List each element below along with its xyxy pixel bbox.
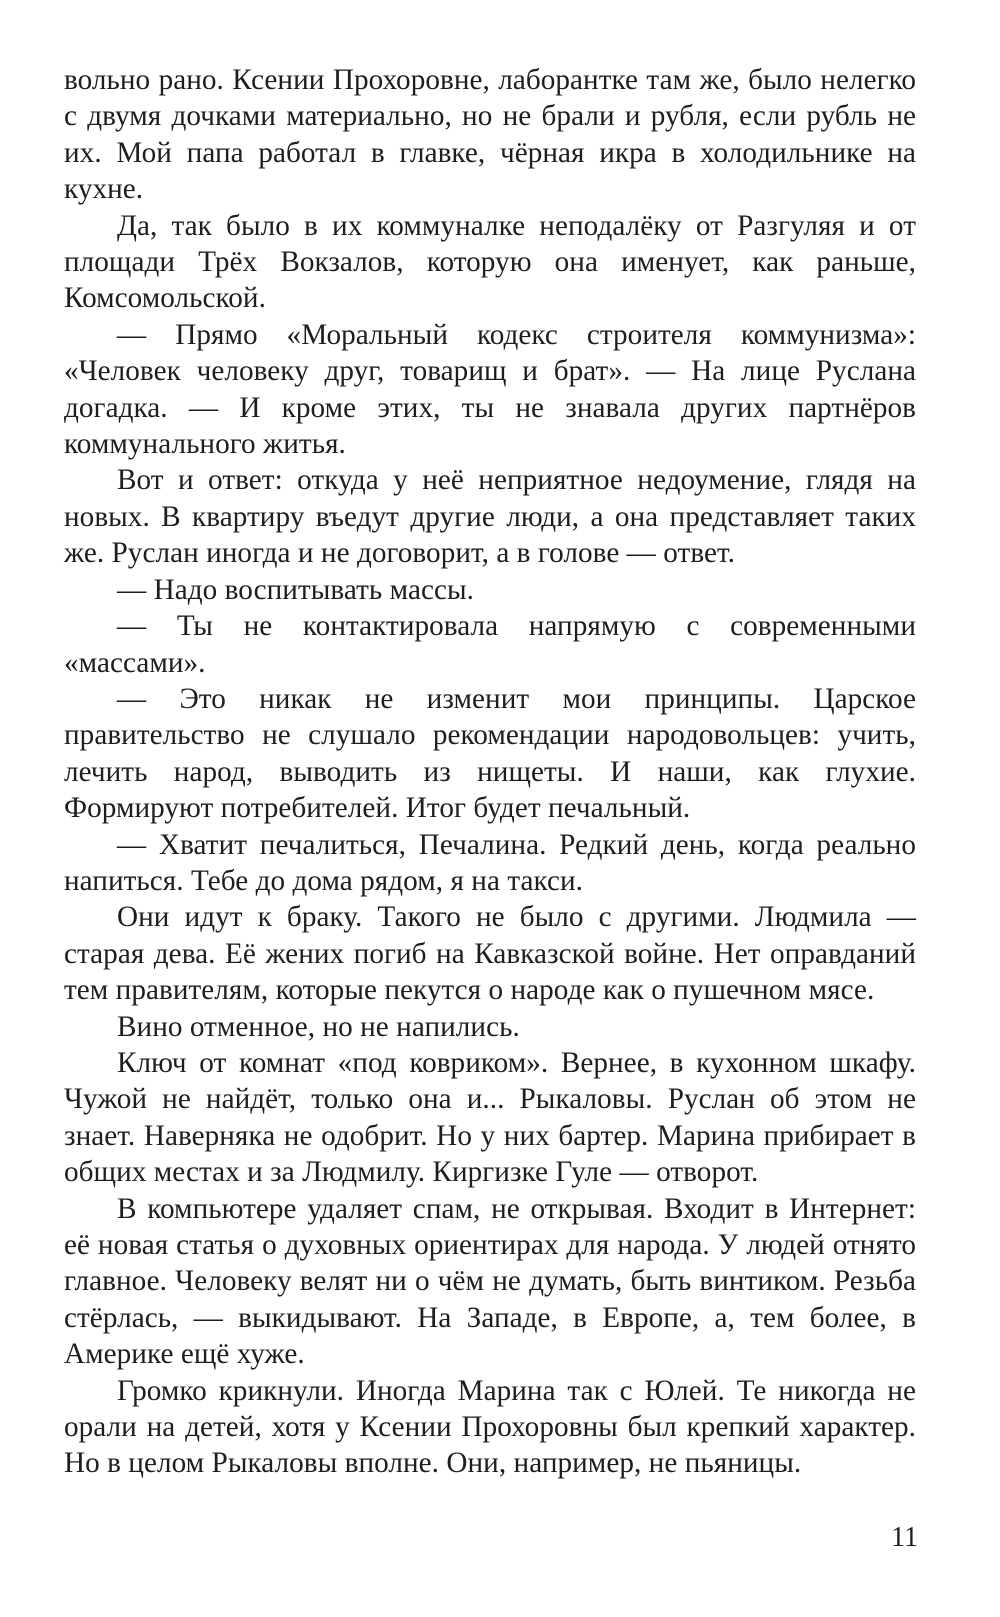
paragraph-2: Да, так было в их коммуналке неподалёку от Разгуляя и от площади Трёх Вокзалов, которую она именует, как раньше, Комсомольской. xyxy=(64,209,916,315)
paragraph-5: — Надо воспитывать массы. xyxy=(117,573,474,606)
paragraph-6: — Ты не контактировала напрямую с современными «массами». xyxy=(64,610,916,679)
page-number: 11 xyxy=(891,1522,918,1553)
paragraph-4: Вот и ответ: откуда у неё неприятное недоумение, глядя на новых. В квартиру въедут другие люди, а она представляет таких же. Руслан иногда и не договорит, а в голове — ответ. xyxy=(64,464,916,570)
paragraph-3: — Прямо «Моральный кодекс строителя коммунизма»: «Человек человеку друг, товарищ и брат». — На лице Руслана догадка. — И кроме этих, ты не знавала других партнёров коммунального житья. xyxy=(64,318,916,461)
paragraph-10: Вино отменное, но не напились. xyxy=(117,1010,520,1043)
paragraph-7: — Это никак не изменит мои принципы. Царское правительство не слушало рекомендации народовольцев: учить, лечить народ, выводить из нищеты. И наши, как глухие. Формируют потребителей. Итог будет печальный. xyxy=(64,682,916,825)
paragraph-9: Они идут к браку. Такого не было с другими. Людмила — старая дева. Её жених погиб на Кавказской войне. Нет оправданий тем правителям, которые пекутся о народе как о пушечном мясе. xyxy=(64,901,916,1007)
page-body xyxy=(64,62,916,1482)
paragraph-8: — Хватит печалиться, Печалина. Редкий день, когда реально напиться. Тебе до дома рядом, я на такси. xyxy=(64,828,916,897)
paragraph-13: Громко крикнули. Иногда Марина так с Юлей. Те никогда не орали на детей, хотя у Ксении Прохоровны был крепкий характер. Но в целом Рыкаловы вполне. Они, например, не пьяницы. xyxy=(64,1374,916,1480)
paragraph-1: вольно рано. Ксении Прохоровне, лаборантке там же, было нелегко с двумя дочками материально, но не брали и рубля, если рубль не их. Мой папа работал в главке, чёрная икра в холодильнике на кухне. xyxy=(64,64,916,206)
paragraph-11: Ключ от комнат «под ковриком». Вернее, в кухонном шкафу. Чужой не найдёт, только она и... Рыкаловы. Руслан об этом не знает. Наверняка не одобрит. Но у них бартер. Марина прибирает в общих местах и за Людмилу. Киргизке Гуле — отворот. xyxy=(64,1046,916,1189)
paragraph-12: В компьютере удаляет спам, не открывая. Входит в Интернет: её новая статья о духовных ориентирах для народа. У людей отнято главное. Человеку велят ни о чём не думать, быть винтиком. Резьба стёрлась, — выкидывают. На Западе, в Европе, а, тем более, в Америке ещё хуже. xyxy=(64,1192,916,1371)
